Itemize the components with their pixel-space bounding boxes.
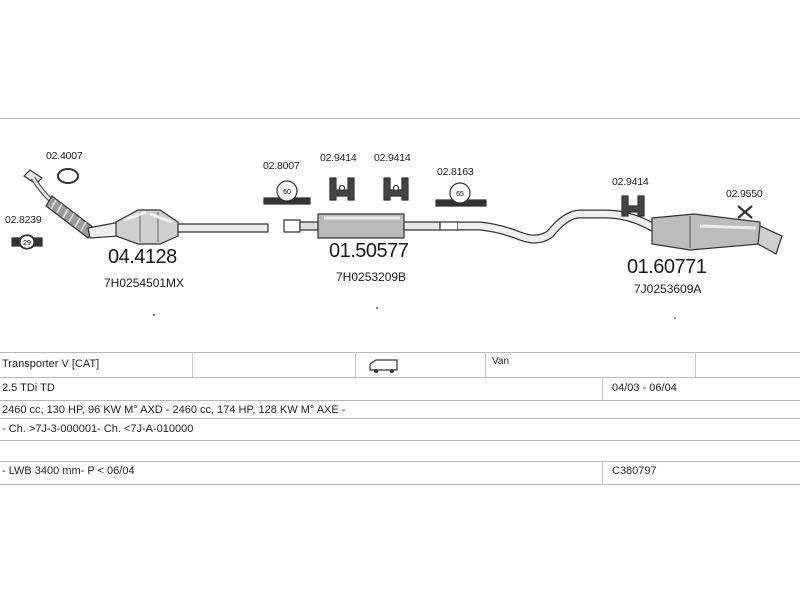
dot <box>153 314 155 316</box>
years-cell: 04/03 - 06/04 <box>612 382 677 394</box>
hanger-4 <box>738 206 752 218</box>
part-number-label: 02.9414 <box>320 152 357 164</box>
part-number-label: 02.9550 <box>726 188 763 200</box>
hanger-3 <box>622 196 644 216</box>
assembly-code: 01.60771 <box>627 256 707 278</box>
chassis-cell: - Ch. >7J-3-000001- Ch. <7J-A-010000 <box>2 423 194 435</box>
clamp-size-60: 60 <box>283 189 291 196</box>
catalog-code-cell: C380797 <box>612 465 657 477</box>
clamp-size-65: 65 <box>456 191 464 198</box>
notes-cell: - LWB 3400 mm- P < 06/04 <box>2 465 135 477</box>
middle-silencer <box>284 214 440 238</box>
engine-cell: 2.5 TDi TD <box>2 382 55 394</box>
catalytic-converter <box>116 210 268 244</box>
part-number-label: 02.4007 <box>46 150 83 162</box>
assembly-code: 01.50577 <box>329 240 409 262</box>
front-pipe <box>24 170 120 238</box>
clamp-size-29: 29 <box>23 240 31 247</box>
hanger-1 <box>330 178 354 200</box>
part-number-label: 02.9414 <box>374 152 411 164</box>
part-number-label: 02.8239 <box>5 214 42 226</box>
part-number-label: 02.8163 <box>437 166 474 178</box>
oem-reference: 7J0253609A <box>634 282 702 296</box>
assembly-code: 04.4128 <box>108 246 177 268</box>
connecting-pipe <box>440 214 654 239</box>
hanger-2 <box>384 178 408 200</box>
specs-cell: 2460 cc, 130 HP, 96 KW M° AXD - 2460 cc, 174 HP, 128 KW M° AXE - <box>2 404 346 416</box>
oem-reference: 7H0253209B <box>336 270 407 284</box>
dot <box>376 307 378 309</box>
part-number-label: 02.8007 <box>263 160 300 172</box>
dot <box>674 317 676 319</box>
model-cell: Transporter V [CAT] <box>2 358 100 370</box>
oem-reference: 7H0254501MX <box>104 276 185 290</box>
rear-silencer <box>652 214 782 254</box>
part-number-label: 02.9414 <box>612 176 649 188</box>
body-type-cell: Van <box>492 356 510 367</box>
gasket-ring <box>58 169 78 183</box>
